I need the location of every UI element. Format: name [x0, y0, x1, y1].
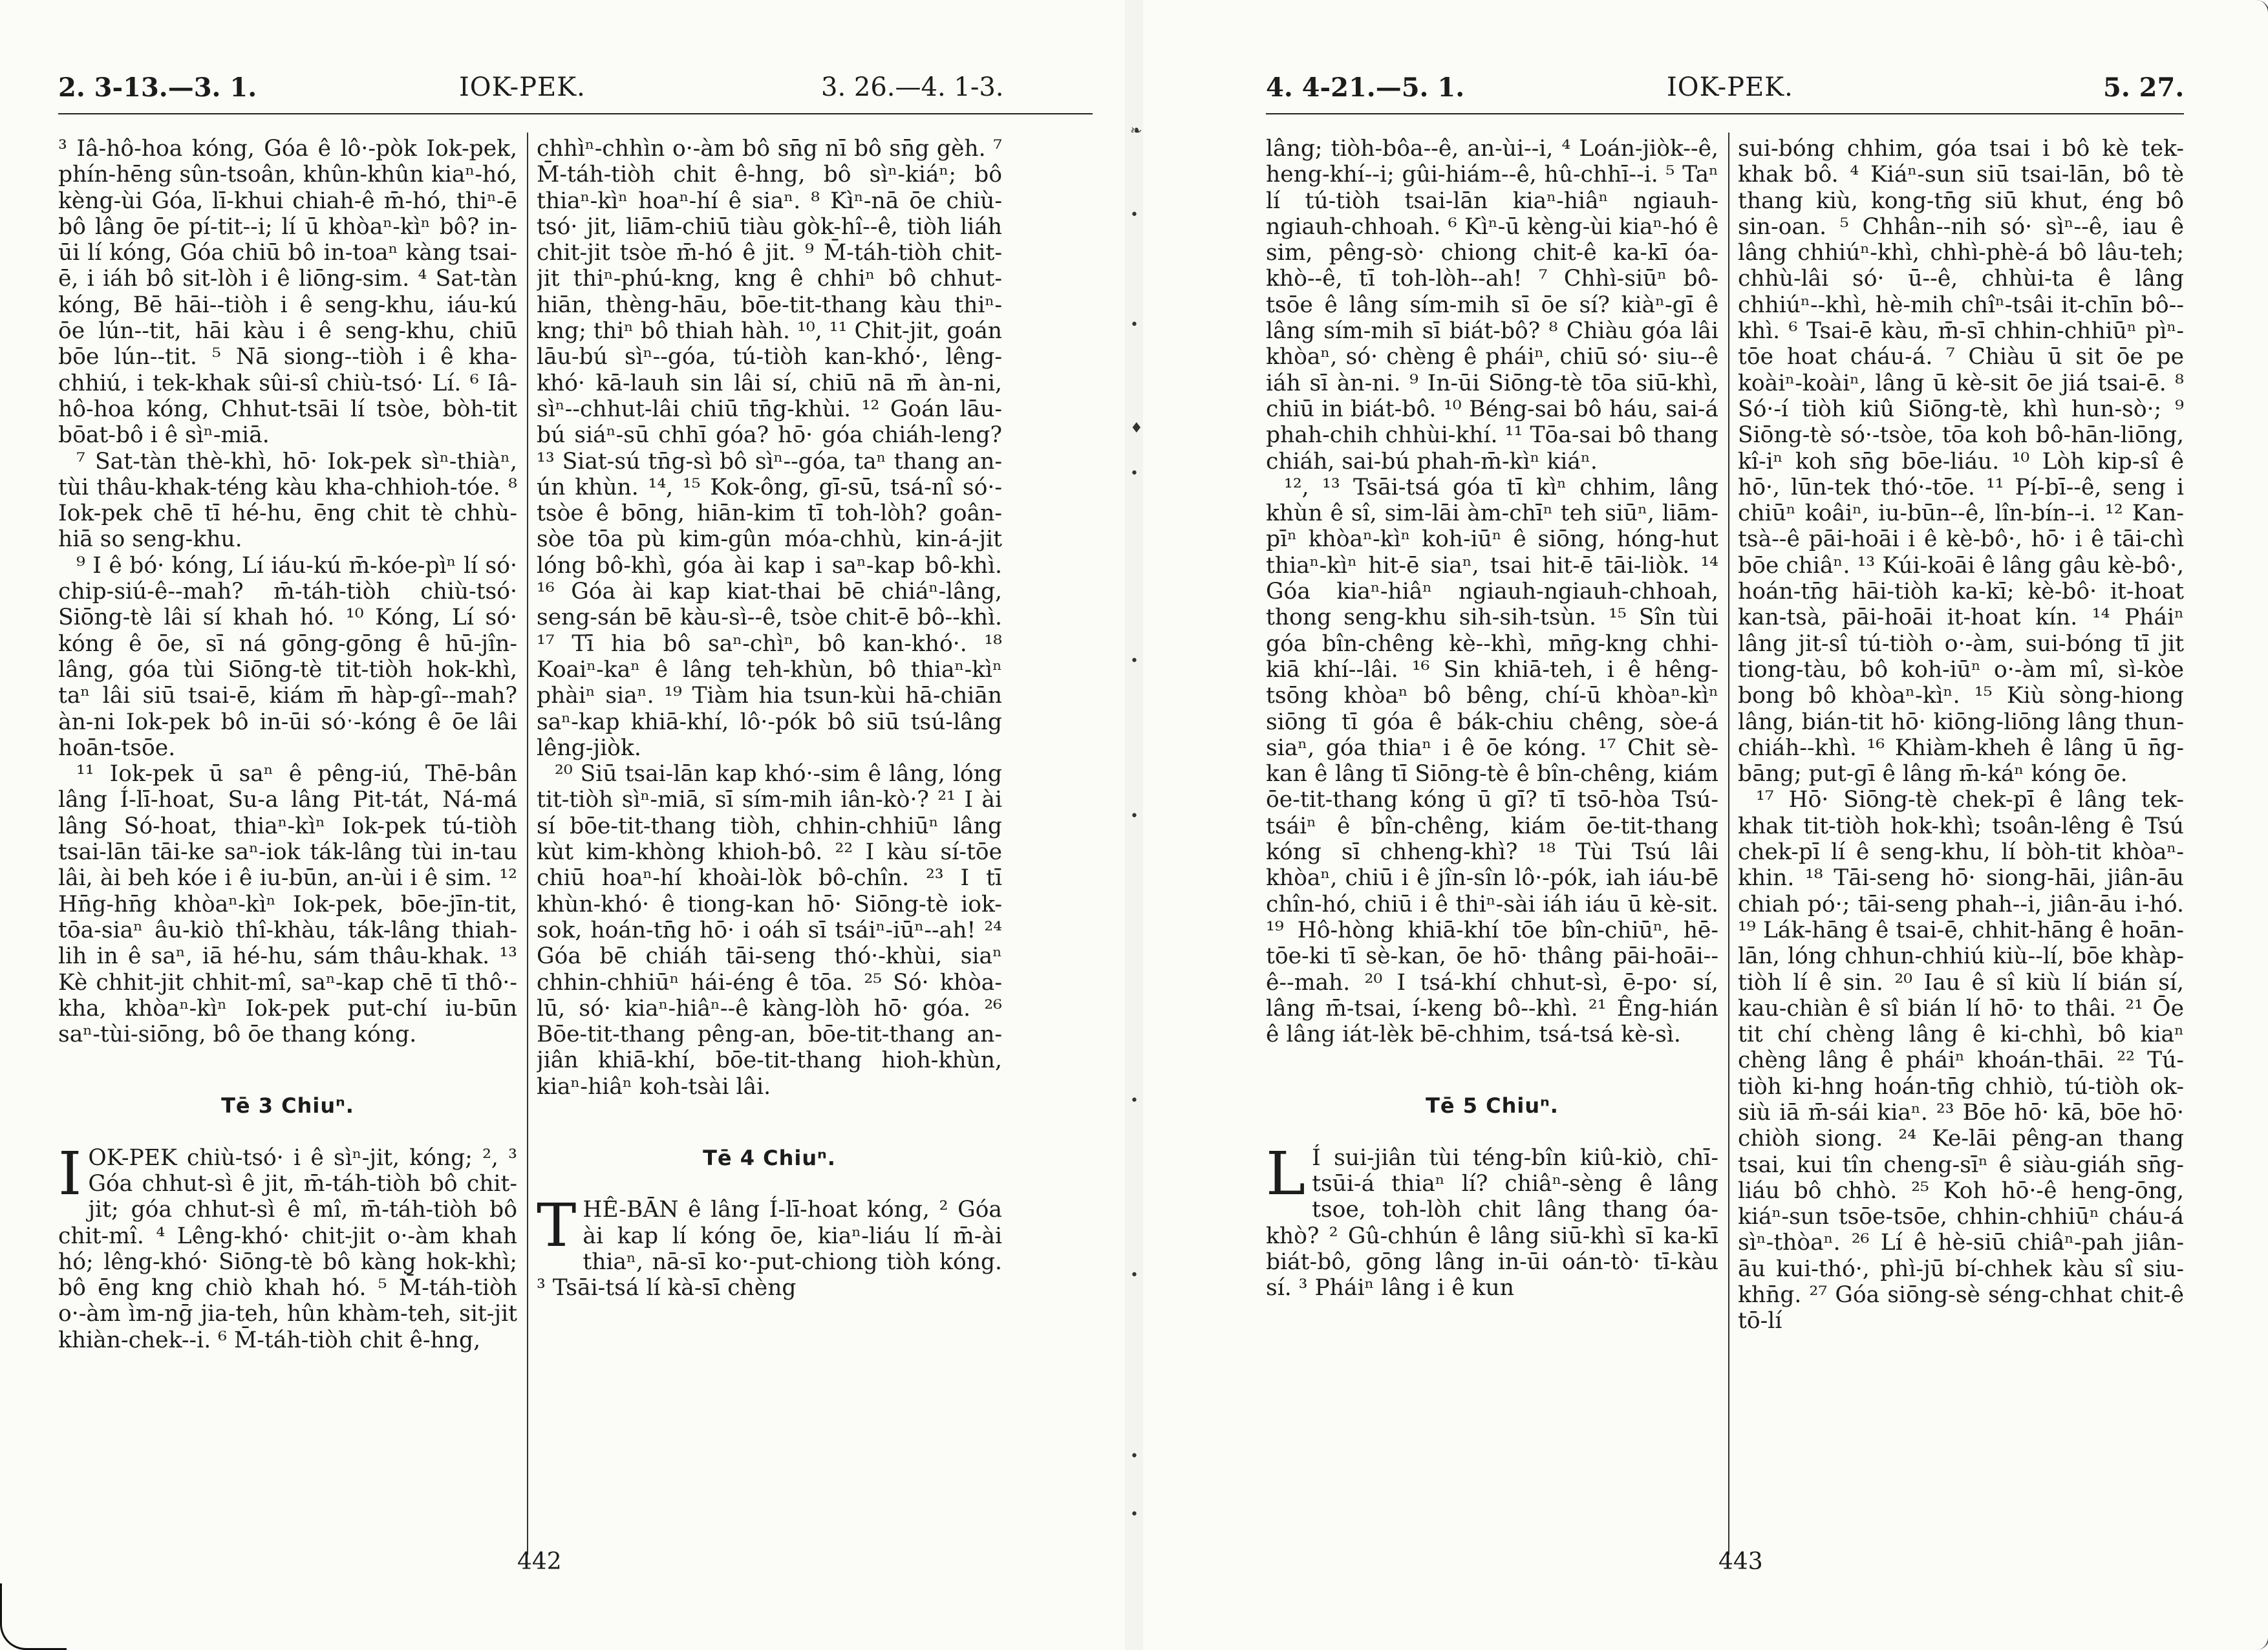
- paragraph: lâng; tiòh-bôa--ê, an-ùi--i, ⁴ Loán-jiòk--ê, heng-khí--i; gûi-hiám--ê, hû-chhī--i. ⁵ Taⁿ lí tú-tiòh tsai-lān kiaⁿ-hiâⁿ ngiauh-ngiauh-chhoah. ⁶ Kìⁿ-ū kèng-ùi kiaⁿ-hó ê sim, pêng-sò· chiong chit-ê ka-kī óa-khò--ê, tī toh-lòh--ah! ⁷ Chhì-siūⁿ bô-tsōe ê lâng sím-mih sī ōe sí? kiàⁿ-gī ê lâng sím-mih sī biát-bô? ⁸ Chiàu góa lâi khòaⁿ, só· chèng ê pháiⁿ, chiū só· siu--ê iáh sī àn-ni. ⁹ In-ūi Siōng-tè tōa siū-khì, chiū in biát-bô. ¹⁰ Béng-sai bô háu, sai-á phah-chih chhùi-khí. ¹¹ Tōa-sai bô thang chiáh, sai-bú phah-m̄-kìⁿ kiáⁿ.: [1266, 136, 1718, 475]
- gutter-mark: •: [1130, 317, 1139, 333]
- left-page: [0, 0, 1125, 1650]
- page-header: [58, 72, 1093, 111]
- gutter-mark: •: [1130, 653, 1139, 669]
- verse-range-right: 3. 26.—4. 1-3.: [821, 72, 1004, 102]
- column-rule: [1728, 133, 1729, 1555]
- chapter-opening: [58, 1139, 517, 1353]
- paragraph-text: HÊ-BĀN ê lâng Í-lī-hoat kóng, ² Góa ài kap lí kóng ōe, kiaⁿ-liáu lí m̄-ài thiaⁿ, nā-sī ko·-put-chiong tiòh kóng. ³ Tsāi-tsá lí kà-sī chèng: [537, 1197, 1002, 1302]
- text-column-2: [1738, 136, 2184, 1513]
- text-column-2: [537, 136, 1002, 1513]
- gutter-mark: •: [1130, 1506, 1139, 1523]
- gutter-mark: •: [1130, 1448, 1139, 1464]
- page-number: 442: [517, 1548, 562, 1575]
- paragraph: sui-bóng chhim, góa tsai i bô kè tek-khak bô. ⁴ Kiáⁿ-sun siū tsai-lān, bô tè thang kiù, kong-tn̄g siū khut, éng bô sin-oan. ⁵ Chhân--nih só· sìⁿ--ê, iau ê lâng chhiúⁿ-khì, chhì-phè-á bô lâu-teh; chhù-lâi só· ū--ê, chhùi-ta ê lâng chhiúⁿ--khì, hè-mih chîⁿ-tsâi it-chīn bô--khì. ⁶ Tsai-ē kàu, m̄-sī chhin-chhiūⁿ pìⁿ-tōe hoat cháu-á. ⁷ Chiàu ū sit ōe pe koàiⁿ-koàiⁿ, lâng ū kè-sit ōe jiá tsai-ē. ⁸ Só·-í tiòh kiû Siōng-tè, khì hun-sò·; ⁹ Siōng-tè só·-tsòe, tōa koh bô-hān-liōng, kî-iⁿ koh sn̄g bōe-liáu. ¹⁰ Lòh kip-sî ê hō·, lūn-tek thó·-tōe. ¹¹ Pí-bī--ê, seng i chiūⁿ koâiⁿ, iu-būn--ê, lîn-bín--i. ¹² Kan-tsà--ê pāi-hoāi i ê kè-bô·, hō· i ê tāi-chì bōe chiâⁿ. ¹³ Kúi-koāi ê lâng gâu kè-bô·, hoán-tn̄g hāi-tiòh ka-kī; kè-bô· it-hoat kan-tsà, pāi-hoāi it-hoat kín. ¹⁴ Pháiⁿ lâng jit-sî tú-tiòh o·-àm, sui-bóng tī jit tiong-tàu, bô koh-iūⁿ o·-àm mî, sì-kòe bong bô khòaⁿ-kìⁿ. ¹⁵ Kiù sòng-hiong lâng, bián-tit hō· kiōng-liōng lâng thun-chiáh--khì. ¹⁶ Khiàm-kheh ê lâng ū n̄g-bāng; put-gī ê lâng m̄-káⁿ kóng ōe.: [1738, 136, 2184, 788]
- paragraph: ³ Iâ-hô-hoa kóng, Góa ê lô·-pòk Iok-pek, phín-hēng sûn-tsoân, khûn-khûn kiaⁿ-hó, kèng-ùi Góa, lī-khui chiah-ê m̄-hó, thiⁿ-ē bô lâng ōe pí-tit--i; lí ū khòaⁿ-kìⁿ bô? in-ūi lí kóng, Góa chiū bô in-toaⁿ kàng tsai-ē, i iáh bô sit-lòh i ê liōng-sim. ⁴ Sat-tàn kóng, Bē hāi--tiòh i ê seng-khu, iáu-kú ōe lún--tit, hāi kàu i ê seng-khu, chiū bōe lún--tit. ⁵ Nā siong--tiòh i ê kha-chhiú, i tek-khak sûi-sî chiù-tsó· Lí. ⁶ Iâ-hô-hoa kóng, Chhut-tsāi lí tsòe, bòh-tit bōat-bô i ê sìⁿ-miā.: [58, 136, 517, 449]
- page-header: [1266, 72, 2184, 111]
- book-gutter: [1125, 0, 1143, 1650]
- page-number: 443: [1718, 1548, 1763, 1575]
- gutter-mark: ❧: [1130, 123, 1142, 139]
- drop-cap: I: [58, 1139, 82, 1208]
- paragraph-text: OK-PEK chiù-tsó· i ê sìⁿ-jit, kóng; ², ³ Góa chhut-sì ê jit, m̄-táh-tiòh bô chit-jit; góa chhut-sì ê mî, m̄-táh-tiòh bô chit-mî. ⁴ Lêng-khó· chit-jit o·-àm khah hó; lêng-khó· Siōng-tè bô kàng hok-khì; bô ēng kng chiò khah hó. ⁵ M̄-táh-tiòh o·-àm ìm-nḡ jia-teh, hûn khàm-teh, sit-jit khiàn-chek--i. ⁶ M̄-táh-tiòh chit ê-hng,: [58, 1144, 517, 1353]
- paragraph-text: Í sui-jiân tùi téng-bîn kiû-kiò, chī-tsūi-á thiaⁿ lí? chiâⁿ-sèng ê lâng tsoe, toh-lòh chit lâng thang óa-khò? ² Gû-chhún ê lâng siū-khì sī ka-kī biát-bô, gōng lâng in-ūi oán-tò· tī-kàu sí. ³ Pháiⁿ lâng i ê kun: [1266, 1144, 1718, 1302]
- text-column-1: [58, 136, 517, 1513]
- paragraph: ¹², ¹³ Tsāi-tsá góa tī kìⁿ chhim, lâng khùn ê sî, sim-lāi àm-chīⁿ teh siūⁿ, liām-pīⁿ khòaⁿ-kìⁿ koh-iūⁿ ê siōng, hóng-hut thiaⁿ-kìⁿ hit-ē siaⁿ, tsai hit-ē tāi-liòk. ¹⁴ Góa kiaⁿ-hiâⁿ ngiauh-ngiauh-chhoah, thong seng-khu sih-sih-tsùn. ¹⁵ Sîn tùi góa bîn-chêng kè--khì, mn̄g-kng chhi-kiā khí--lâi. ¹⁶ Sin khiā-teh, i ê hêng-tsōng khòaⁿ bô bêng, chí-ū khòaⁿ-kìⁿ siōng tī góa ê bák-chiu chêng, sòe-á siaⁿ, góa thiaⁿ i ê ōe kóng. ¹⁷ Chit sè-kan ê lâng tī Siōng-tè ê bîn-chêng, kiám ōe-tit-thang kóng ū gī? tī tsō-hòa Tsú-tsáiⁿ ê bîn-chêng, kiám ōe-tit-thang kóng sī chheng-khì? ¹⁸ Tùi Tsú lâi khòaⁿ, chiū i ê jîn-sîn lô·-pók, iah iáu-bē chîn-hó, chiū i ê thiⁿ-sài iáh iáu ū kè-sit. ¹⁹ Hô-hòng khiā-khí tōe bîn-chiūⁿ, hē-tōe-ki tī sè-kan, ōe hō· thâng pāi-hoāi--ê--mah. ²⁰ I tsá-khí chhut-sì, ē-po· sí, lâng m̄-tsai, í-keng bô--khì. ²¹ Êng-hián ê lâng iát-lèk bē-chhim, tsá-tsá kè-sì.: [1266, 474, 1718, 1048]
- paragraph: ⁹ I ê bó· kóng, Lí iáu-kú m̄-kóe-pìⁿ lí só· chip-siú-ê--mah? m̄-táh-tiòh chiù-tsó· Siōng-tè lâi sí khah hó. ¹⁰ Kóng, Lí só· kóng ê ōe, sī ná gōng-gōng ê hū-jîn-lâng, góa tùi Siōng-tè tit-tiòh hok-khì, taⁿ lâi siū tsai-ē, kiám m̄ hàp-gî--mah? àn-ni Iok-pek bô in-ūi sóˑ-kóng ê ōe lâi hoān-tsōe.: [58, 552, 517, 761]
- verse-range-left: 2. 3-13.—3. 1.: [58, 72, 257, 103]
- right-page: [1143, 0, 2268, 1650]
- book-title: IOK-PEK.: [1667, 72, 1793, 102]
- chapter-heading: Tē 5 Chiuⁿ.: [1426, 1093, 1559, 1119]
- drop-cap: T: [537, 1191, 577, 1261]
- page-corner: [0, 1583, 67, 1650]
- header-rule: [58, 113, 1093, 114]
- drop-cap: L: [1266, 1139, 1306, 1208]
- gutter-mark: •: [1130, 1093, 1139, 1109]
- column-rule: [527, 133, 528, 1555]
- paragraph: ²⁰ Siū tsai-lān kap khó·-sim ê lâng, lóng tit-tiòh sìⁿ-miā, sī sím-mih iân-kò·? ²¹ I ài sí bōe-tit-thang tiòh, chhin-chhiūⁿ lâng kùt kim-khòng khioh-bô. ²² I kàu sí-tōe chiū hoaⁿ-hí khoài-lòk bô-chîn. ²³ I tī khùn-khó· ê tiong-kan hō· Siōng-tè iok-sok, hoán-tn̄g hō· i oáh sī tsáiⁿ-iūⁿ--ah! ²⁴ Góa bē chiáh tāi-seng thó·-khùi, siaⁿ chhin-chhiūⁿ hái-éng ê tōa. ²⁵ Só· khòa-lū, só· kiaⁿ-hiâⁿ--ê kàng-lòh hō· góa. ²⁶ Bōe-tit-thang pêng-an, bōe-tit-thang an-jiân khiā-khí, bōe-tit-thang hioh-khùn, kiaⁿ-hiâⁿ koh-tsài lâi.: [537, 761, 1002, 1100]
- gutter-mark: •: [1130, 466, 1139, 482]
- paragraph: chhìⁿ-chhìn o·-àm bô sn̄g nī bô sn̄g gèh. ⁷ M̄-táh-tiòh chit ê-hng, bô sìⁿ-kiáⁿ; bô thiaⁿ-kìⁿ hoaⁿ-hí ê siaⁿ. ⁸ Kìⁿ-nā ōe chiù-tsó· jit, liām-chiū tiàu gòk-hî--ê, tiòh liáh chit-jit tsòe m̄-hó ê jit. ⁹ M̄-táh-tiòh chit-jit thiⁿ-phú-kng, kng ê chhiⁿ bô chhut-hiān, thèng-hāu, bōe-tit-thang kàu thiⁿ-kng; thiⁿ bô thiah hàh. ¹⁰, ¹¹ Chit-jit, goán lāu-bú sìⁿ--góa, tú-tiòh kan-khó·, lêng-khó· kā-lauh sin lâi sí, chiū nā m̄ àn-ni, sìⁿ--chhut-lâi chiū tn̄g-khùi. ¹² Goán lāu-bú siáⁿ-sū chhī góa? hō· góa chiáh-leng? ¹³ Siat-sú tn̄g-sì bô sìⁿ--góa, taⁿ thang an-ún khùn. ¹⁴, ¹⁵ Kok-ông, gī-sū, tsá-nî só·-tsòe ê bōng, hiān-kim tī toh-lòh? goân-sòe tōa pù kim-gûn móa-chhù, kin-á-jit lóng bô-khì, góa ài kap i saⁿ-kap bô-khì. ¹⁶ Góa ài kap kiat-thai bē chiáⁿ-lâng, seng-sán bē kàu-sì--ê, tsòe chit-ē bô--khì. ¹⁷ Tī hia bô saⁿ-chìⁿ, bô kan-khó·. ¹⁸ Koaiⁿ-kaⁿ ê lâng teh-khùn, bô thiaⁿ-kìⁿ phàiⁿ siaⁿ. ¹⁹ Tiàm hia tsun-kùi hā-chiān saⁿ-kap khiā-khí, lô·-pók bô siū tsú-lâng lêng-jiòk.: [537, 136, 1002, 761]
- header-rule: [1266, 113, 2184, 114]
- paragraph: ¹¹ Iok-pek ū saⁿ ê pêng-iú, Thē-bân lâng Í-lī-hoat, Su-a lâng Pit-tát, Ná-má lâng Só-hoat, thiaⁿ-kìⁿ Iok-pek tú-tiòh tsai-lān tāi-ke saⁿ-iok ták-lâng tùi in-tau lâi, ài beh kóe i ê iu-būn, an-ùi i ê sim. ¹² Hn̄g-hn̄g khòaⁿ-kìⁿ Iok-pek, bōe-jīn-tit, tōa-siaⁿ âu-kiò thî-khàu, ták-lâng thiah-lih in ê saⁿ, iā hé-hu, sám thâu-khak. ¹³ Kè chhit-jit chhit-mî, saⁿ-kap chē tī thô·-kha, khòaⁿ-kìⁿ Iok-pek put-chí iu-būn saⁿ-tùi-siōng, bô ōe thang kóng.: [58, 761, 517, 1048]
- paragraph: ⁷ Sat-tàn thè-khì, hō· Iok-pek sìⁿ-thiàⁿ, tùi thâu-khak-téng kàu kha-chhioh-tóe. ⁸ Iok-pek chē tī hé-hu, ēng chit tè chhù-hiā so seng-khu.: [58, 448, 517, 553]
- verse-range-right: 5. 27.: [2103, 72, 2185, 103]
- chapter-opening: [1266, 1139, 1718, 1302]
- verse-range-left: 4. 4-21.—5. 1.: [1266, 72, 1465, 103]
- gutter-mark: •: [1130, 1267, 1139, 1283]
- gutter-mark: •: [1130, 207, 1139, 223]
- paragraph: ¹⁷ Hō· Siōng-tè chek-pī ê lâng tek-khak tit-tiòh hok-khì; tsoân-lêng ê Tsú chek-pī lí ê seng-khu, lí bòh-tit khòaⁿ-khin. ¹⁸ Tāi-seng hō· siong-hāi, jiân-āu chiah pó·; tāi-seng phah--i, jiân-āu i-hó. ¹⁹ Lák-hāng ê tsai-ē, chhit-hāng ê hoān-lān, lóng chhun-chhiú kiù--lí, bōe khàp-tiòh lí ê sin. ²⁰ Iau ê sî kiù lí bián sí, kau-chiàn ê sî bián lí hō· to thâi. ²¹ Ōe tit chí chèng lâng ê ki-chhì, bô kiaⁿ chèng lâng ê pháiⁿ khoán-thāi. ²² Tú-tiòh ki-hng hoán-tn̄g chhiò, tú-tiòh ok-siù iā m̄-sái kiaⁿ. ²³ Bōe hō· kā, bōe hō· chiòh siong. ²⁴ Ke-lāi pêng-an thang tsai, kui tîn cheng-sīⁿ ê siàu-giáh sn̄g-liáu bô chhò. ²⁵ Koh hō·-ê heng-ōng, kiáⁿ-sun tsōe-tsōe, chhin-chhiūⁿ cháu-á sìⁿ-thòaⁿ. ²⁶ Lí ê hè-siū chiâⁿ-pah jiân-āu kui-thó·, phì-jū bí-chhek kàu sî siu-khn̄g. ²⁷ Góa siōng-sè séng-chhat chit-ê tō-lí: [1738, 787, 2184, 1334]
- book-title: IOK-PEK.: [459, 72, 586, 102]
- text-column-1: [1266, 136, 1718, 1513]
- chapter-heading: Tē 4 Chiuⁿ.: [703, 1145, 836, 1170]
- chapter-opening: [537, 1191, 1002, 1302]
- gutter-mark: ♦: [1130, 420, 1143, 436]
- gutter-mark: •: [1130, 808, 1139, 824]
- chapter-heading: Tē 3 Chiuⁿ.: [221, 1093, 354, 1119]
